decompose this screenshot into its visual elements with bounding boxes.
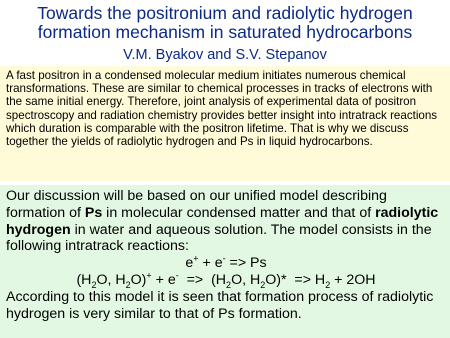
header: [0, 0, 450, 64]
authors: V.M. Byakov and S.V. Stepanov: [123, 47, 327, 63]
abstract-text: A fast positron in a condensed molecular medium initiates numerous chemical transformations. These are similar to chemical processes in tracks of electrons with the same initial energy. Therefore, joint analysis of experimental data of positron spectroscopy and radiation chemistry provides better insight into intratrack reactions which duration is comparable with the positron lifetime. That is why we discuss together the yields of radiolytic hydrogen and Ps in liquid hydrocarbons.: [6, 69, 438, 149]
ps-term: Ps: [84, 204, 103, 221]
reaction-1: e+ + e- => Ps: [185, 253, 267, 272]
page-title: Towards the positronium and radiolytic hydrogen formation mechanism in saturated hydrocarbons: [37, 3, 413, 42]
radiolytic-hydrogen-term: radiolytic hydrogen: [6, 204, 439, 238]
discussion-conclusion: According to this model it is seen that formation process of radiolytic hydrogen is very similar to that of Ps formation.: [6, 288, 434, 322]
abstract-box: [0, 66, 450, 181]
reaction-2: ($H_2O$, $H_2O)^+ + e^- => (H_2O$, $H_2O)* => H_2 + 2OH$: [76, 270, 376, 290]
discussion-intro: Our discussion will be based on our unified model describing formation of Ps in molecular condensed matter and that of radiolytic hydrogen in water and aqueous solution. The model consists in the following intratrack reactions:: [6, 188, 439, 255]
discussion-box: [0, 185, 450, 338]
